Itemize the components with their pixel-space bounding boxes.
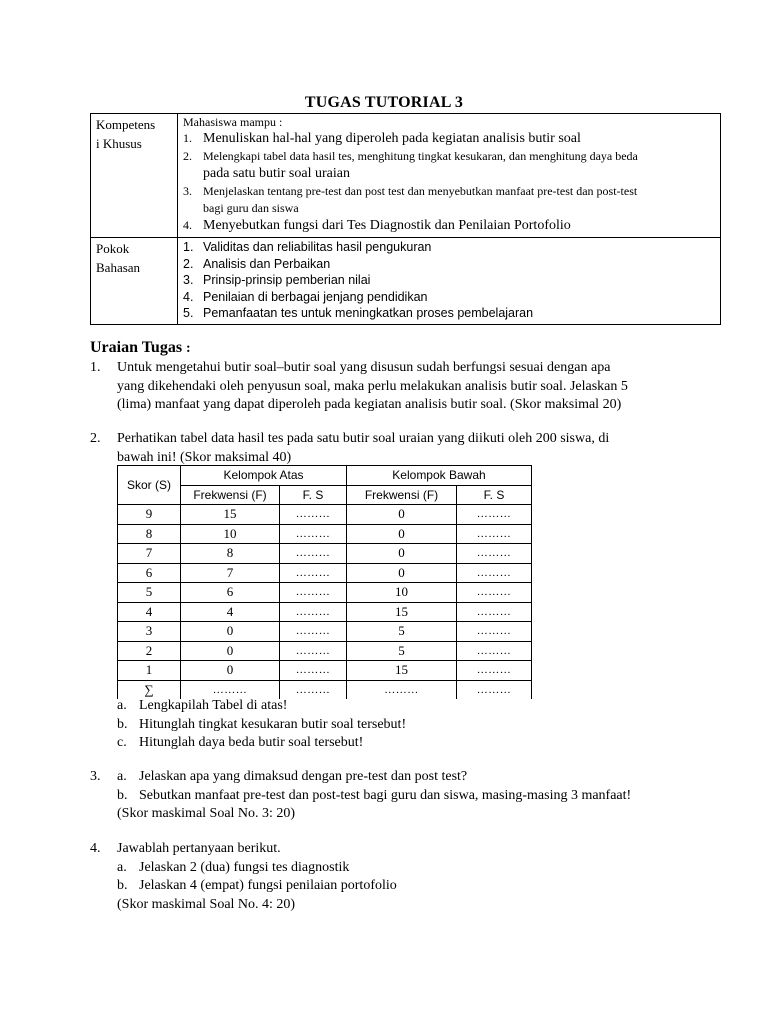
table-row: 5 6 ……… 10 ……… [118,583,532,603]
table-row: 8 10 ……… 0 ……… [118,524,532,544]
list-item: a. Lengkapilah Tabel di atas! [117,698,288,713]
score-note: (Skor maskimal Soal No. 3: 20) [117,806,296,821]
table-row: 1 0 ……… 15 ……… [118,661,532,681]
list-item: b. Jelaskan 4 (empat) fungsi penilaian portofolio [117,878,397,893]
section-heading: Uraian Tugas : [90,339,191,356]
question-2-subs [90,697,690,753]
list-item: a. Jelaskan apa yang dimaksud dengan pre-test dan post test? [117,769,468,784]
pokok-item: 1. Validitas dan reliabilitas hasil pengukuran [183,240,432,254]
question-3: 3. a. Jelaskan apa yang dimaksud dengan pre-test dan post test? b. Sebutkan manfaat pre-test dan post-test bagi guru dan siswa, masing-masing 3 manfaat! (Skor maskimal Soal No. 3: 20) [90,768,690,824]
score-note: (Skor maskimal Soal No. 4: 20) [117,896,296,912]
pokok-item: 5. Pemanfaatan tes untuk meningkatkan proses pembelajaran [183,306,534,320]
pokok-label: Pokok Bahasan [91,238,178,325]
header-kelompok-atas: Kelompok Atas [181,466,347,486]
kompetensi-content: Mahasiswa mampu : 1. Menuliskan hal-hal yang diperoleh pada kegiatan analisis butir soal 2. Melengkapi tabel data hasil tes, menghitung tingkat kesukaran, dan menghitung daya beda pada satu butir soal uraian 3. Menjelaskan tentang pre-test dan post test dan menyebutkan manfaat pre-test dan post-test bagi guru dan siswa 4. Menyebutkan fungsi dari Tes Diagnostik dan Penilaian Portofolio [178,114,721,238]
header-frekwensi-atas: Frekwensi (F) [181,485,280,505]
table-row: 6 7 ……… 0 ……… [118,563,532,583]
score-table-subheader [118,485,532,505]
kompetensi-item: 3. Menjelaskan tentang pre-test dan post test dan menyebutkan manfaat pre-test dan post-test [183,184,638,198]
kompetensi-intro: Mahasiswa mampu : [183,115,283,129]
question-1: 1. Untuk mengetahui butir soal–butir soal yang disusun sudah berfungsi sesuai dengan apa yang dikehendaki oleh penyusun soal, maka perlu melakukan analisis butir soal. Jelaskan 5 (lima) manfaat yang dapat diperoleh pada kegiatan analisis butir soal. (Skor maksimal 20) [90,360,628,412]
kompetensi-item: 2. Melengkapi tabel data hasil tes, menghitung tingkat kesukaran, dan menghitung daya beda [183,149,638,163]
pokok-content [178,238,721,325]
list-item: b. Hitunglah tingkat kesukaran butir soal tersebut! [117,716,407,732]
competency-table [90,113,721,325]
score-table [117,465,532,699]
page-title: TUGAS TUTORIAL 3 [304,94,464,111]
list-item: c. Hitunglah daya beda butir soal tersebut! [117,735,364,750]
kompetensi-label: Kompetens i Khusus [91,114,178,238]
kompetensi-item: 4. Menyebutkan fungsi dari Tes Diagnostik dan Penilaian Portofolio [183,218,571,233]
table-row: 3 0 ……… 5 ……… [118,622,532,642]
pokok-item: 3. Prinsip-prinsip pemberian nilai [183,273,371,287]
table-row: 9 15 ……… 0 ……… [118,505,532,525]
table-row: 2 0 ……… 5 ……… [118,641,532,661]
pokok-item: 4. Penilaian di berbagai jenjang pendidikan [183,289,428,304]
header-frekwensi-bawah: Frekwensi (F) [347,485,457,505]
question-4: 4. Jawablah pertanyaan berikut. a. Jelaskan 2 (dua) fungsi tes diagnostik b. Jelaskan 4 (empat) fungsi penilaian portofolio (Skor maskimal Soal No. 4: 20) [90,840,690,914]
kompetensi-row [91,114,721,238]
table-row: 4 4 ……… 15 ……… [118,602,532,622]
pokok-row [91,238,721,325]
table-row: 7 8 ……… 0 ……… [118,544,532,564]
pokok-item: 2. Analisis dan Perbaikan [183,256,331,271]
header-skor: Skor (S) [118,466,181,505]
kompetensi-item: 1. Menuliskan hal-hal yang diperoleh pada kegiatan analisis butir soal [183,131,581,146]
header-fs-atas: F. S [280,485,347,505]
list-item: b. Sebutkan manfaat pre-test dan post-test bagi guru dan siswa, masing-masing 3 manfaat! [117,787,632,803]
score-table-header [118,466,532,486]
list-item: a. Jelaskan 2 (dua) fungsi tes diagnostik [117,859,350,875]
header-fs-bawah: F. S [457,485,532,505]
header-kelompok-bawah: Kelompok Bawah [347,466,532,486]
table-row-sum: ∑ ……… ……… ……… ……… [118,680,532,699]
question-2: 2. Perhatikan tabel data hasil tes pada satu butir soal uraian yang diikuti oleh 200 siswa, di bawah ini! (Skor maksimal 40) [90,431,610,465]
